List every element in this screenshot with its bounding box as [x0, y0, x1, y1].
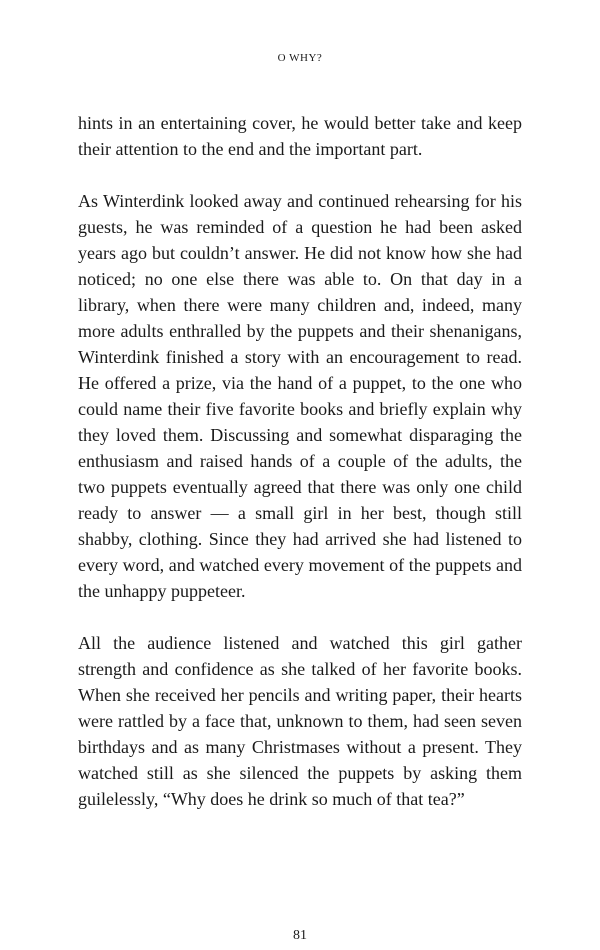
paragraph-2: As Winterdink looked away and continued rehearsing for his guests, he was reminded of a question he had been asked years ago but couldn’t answer. He did not know how she had noticed; no one else there was able to. On that day in a library, when there were many children and, indeed, many more adults enthralled by the puppets and their shenanigans, Winterdink finished a story with an encouragement to read. He offered a prize, via the hand of a puppet, to the one who could name their five favorite books and briefly explain why they loved them. Discussing and somewhat disparaging the enthusiasm and raised hands of a couple of the adults, the two puppets eventually agreed that there was only one child ready to answer — a small girl in her best, though still shabby, clothing. Since they had arrived she had listened to every word, and watched every movement of the puppets and the unhappy puppeteer. [78, 191, 522, 601]
body-text [78, 110, 522, 812]
paragraph-1: hints in an entertaining cover, he would better take and keep their attention to the end and the important part. [78, 113, 522, 159]
page-number: 81 [293, 928, 307, 943]
paragraph-3: All the audience listened and watched this girl gather strength and confidence as she talked of her favorite books. When she received her pencils and writing paper, their hearts were rattled by a face that, unknown to them, had seen seven birthdays and as many Christmases without a present. They watched still as she silenced the puppets by asking them guilelessly, “Why does he drink so much of that tea?” [78, 633, 522, 809]
running-head: O WHY? [277, 52, 323, 64]
